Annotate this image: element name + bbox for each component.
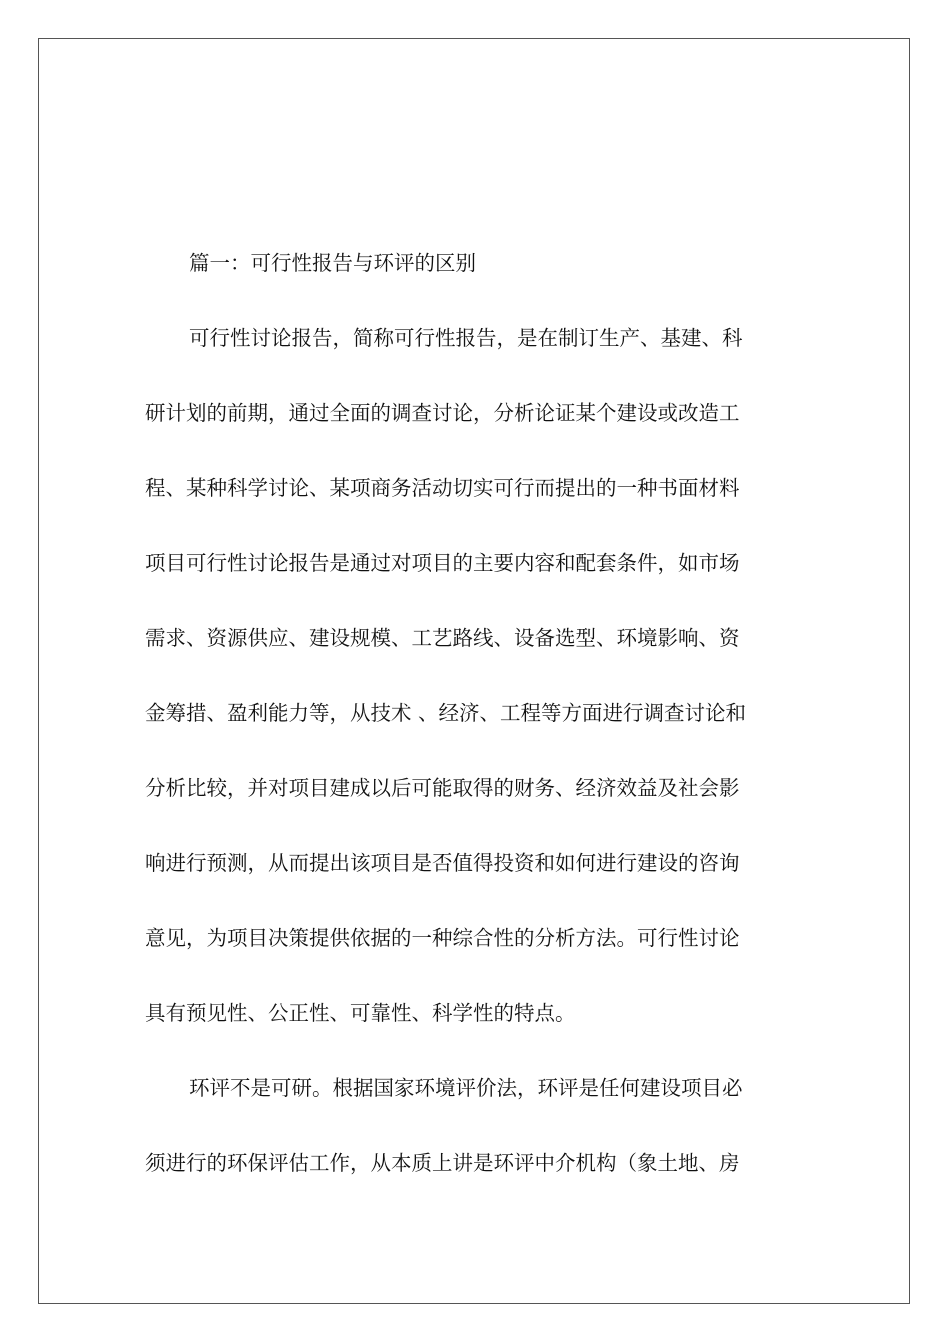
paragraph-line: 程、某种科学讨论、某项商务活动切实可行而提出的一种书面材料: [145, 476, 740, 500]
paragraph-line: 分析比较，并对项目建成以后可能取得的财务、经济效益及社会影: [145, 776, 740, 800]
paragraph-line: 响进行预测，从而提出该项目是否值得投资和如何进行建设的咨询: [145, 851, 740, 875]
paragraph-line: 环评不是可研。根据国家环境评价法，环评是任何建设项目必: [189, 1076, 743, 1100]
paragraph-line: 项目可行性讨论报告是通过对项目的主要内容和配套条件，如市场: [145, 551, 740, 575]
paragraph-line: 金筹措、盈利能力等，从技术 、经济、工程等方面进行调查讨论和: [145, 701, 747, 725]
paragraph-line: 意见，为项目决策提供依据的一种综合性的分析方法。可行性讨论: [145, 926, 740, 950]
paragraph-line: 研计划的前期，通过全面的调查讨论，分析论证某个建设或改造工: [145, 401, 740, 425]
section-title: 篇一：可行性报告与环评的区别: [189, 251, 476, 275]
paragraph-line: 须进行的环保评估工作，从本质上讲是环评中介机构（象土地、房: [145, 1151, 740, 1175]
paragraph-line: 可行性讨论报告，简称可行性报告，是在制订生产、基建、科: [189, 326, 743, 350]
document-body: [145, 243, 805, 1218]
paragraph-line: 需求、资源供应、建设规模、工艺路线、设备选型、环境影响、资: [145, 626, 740, 650]
paragraph-line: 具有预见性、公正性、可靠性、科学性的特点。: [145, 1001, 576, 1025]
